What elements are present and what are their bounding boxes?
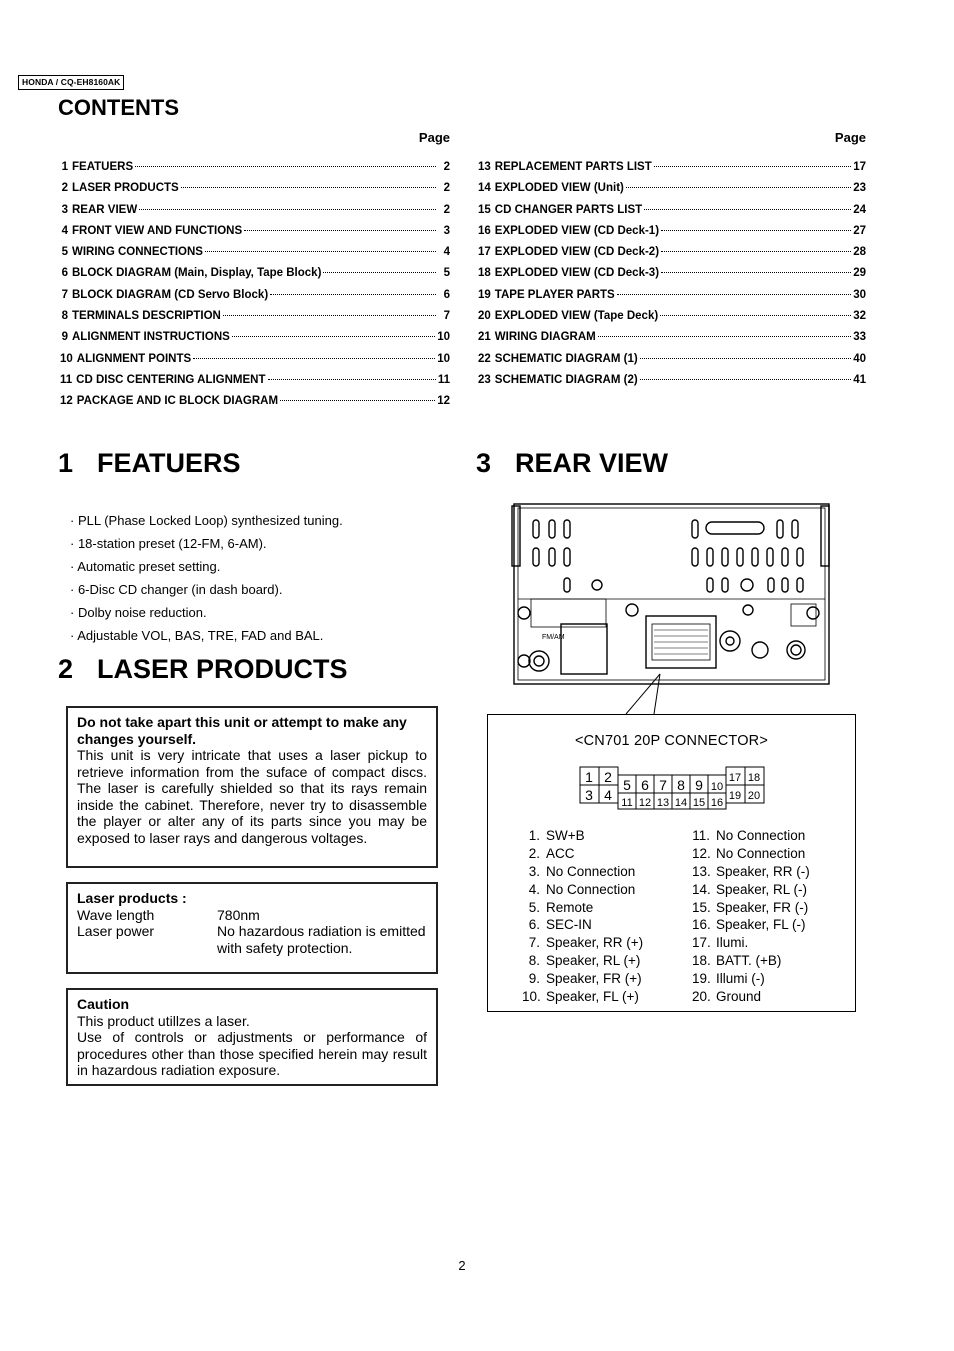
page-number: 2	[458, 1258, 466, 1273]
rear-panel-illustration	[476, 496, 856, 716]
section-title: FEATUERS	[97, 448, 241, 478]
list-item: · 6-Disc CD changer (in dash board).	[70, 578, 343, 601]
list-item: · 18-station preset (12-FM, 6-AM).	[70, 532, 343, 555]
pin-name: No Connection	[716, 845, 806, 861]
pin-item	[692, 988, 810, 1006]
toc-item-label: REAR VIEW	[72, 203, 138, 216]
toc-item-number: 4	[61, 224, 68, 237]
toc-item-number: 15	[478, 203, 491, 216]
toc-item-label: FRONT VIEW AND FUNCTIONS	[72, 224, 243, 237]
toc-item[interactable]	[60, 285, 450, 306]
pin-cell: 19	[728, 790, 742, 802]
pin-item	[522, 970, 643, 988]
pin-number: 12.	[692, 845, 711, 861]
pin-cell: 17	[728, 772, 742, 784]
model-tag: HONDA / CQ-EH8160AK	[18, 75, 124, 90]
toc-item-number: 11	[60, 373, 73, 386]
toc-item-number: 2	[61, 182, 68, 195]
connector-pinout-box	[487, 714, 856, 1012]
toc-leader-dots	[268, 378, 436, 380]
pin-number: 1.	[528, 828, 540, 843]
toc-item[interactable]	[60, 221, 450, 242]
pin-name: Speaker, RL (+)	[546, 953, 641, 969]
pin-cell: 1	[585, 769, 593, 785]
toc-item-label: EXPLODED VIEW (CD Deck-1)	[494, 224, 660, 237]
section-number: 3	[476, 448, 492, 478]
features-list	[70, 509, 343, 647]
pin-item	[522, 827, 643, 845]
laser-warning-box	[66, 706, 438, 868]
pin-number: 6.	[528, 917, 540, 933]
section-number: 2	[58, 654, 74, 684]
pin-cell: 11	[621, 797, 633, 809]
pin-item	[522, 916, 643, 934]
pin-item	[692, 863, 810, 881]
vent-slots-right	[692, 520, 803, 566]
pin-list-right	[692, 827, 810, 1006]
connector-title: <CN701 20P CONNECTOR>	[574, 733, 769, 749]
toc-item-page: 2	[443, 182, 450, 195]
pin-name: Speaker, FL (-)	[716, 917, 806, 933]
toc-left-column	[60, 130, 450, 413]
toc-item-label: TAPE PLAYER PARTS	[494, 288, 615, 301]
connector-grid	[488, 761, 857, 831]
toc-item-label: EXPLODED VIEW (CD Deck-2)	[494, 246, 660, 259]
toc-item-page: 30	[853, 288, 866, 301]
pin-name: SEC-IN	[546, 917, 592, 933]
toc-leader-dots	[644, 208, 851, 210]
pin-name: Speaker, RR (-)	[716, 863, 810, 879]
pin-cell: 2	[604, 769, 612, 785]
laser-power-label: Laser power	[77, 923, 155, 939]
toc-item[interactable]	[478, 349, 866, 370]
pin-number: 18.	[692, 953, 711, 969]
toc-item-number: 19	[478, 288, 491, 301]
pin-number: 14.	[692, 881, 711, 897]
toc-item-page: 32	[853, 310, 866, 323]
toc-item[interactable]	[60, 306, 450, 327]
toc-leader-dots	[640, 378, 852, 380]
pin-name: Illumi (-)	[716, 971, 765, 987]
toc-leader-dots	[205, 250, 436, 252]
toc-item[interactable]	[60, 370, 450, 391]
pin-cell: 5	[623, 777, 631, 793]
pin-number: 13.	[692, 863, 711, 879]
pin-number: 5.	[528, 899, 540, 915]
toc-item-page: 3	[443, 224, 450, 237]
pin-name: Speaker, RL (-)	[716, 881, 808, 897]
toc-item-page: 6	[443, 288, 450, 301]
toc-item[interactable]	[60, 178, 450, 199]
pin-name: No Connection	[546, 863, 636, 879]
caution-box	[66, 988, 438, 1086]
toc-item-page: 27	[853, 224, 866, 237]
toc-leader-dots	[661, 250, 851, 252]
toc-item-number: 8	[61, 310, 68, 323]
toc-item-number: 6	[61, 267, 68, 280]
toc-item[interactable]	[60, 327, 450, 348]
toc-leader-dots	[323, 271, 436, 273]
toc-item[interactable]	[60, 242, 450, 263]
toc-item[interactable]	[60, 391, 450, 412]
toc-item[interactable]	[478, 200, 866, 221]
pin-item	[692, 827, 810, 845]
toc-item-label: EXPLODED VIEW (CD Deck-3)	[494, 267, 660, 280]
toc-item-label: WIRING DIAGRAM	[494, 331, 596, 344]
port-label: FM/AM	[542, 634, 565, 641]
pin-cell: 14	[674, 797, 688, 809]
pin-number: 16.	[692, 917, 711, 933]
caution-heading: Caution	[77, 996, 130, 1012]
toc-item-label: SCHEMATIC DIAGRAM (1)	[494, 352, 638, 365]
toc-leader-dots	[181, 186, 436, 188]
toc-item-label: REPLACEMENT PARTS LIST	[494, 161, 652, 173]
toc-leader-dots	[598, 335, 851, 337]
pin-cell: 10	[710, 781, 724, 793]
toc-item-number: 9	[61, 331, 68, 344]
pin-number: 11.	[692, 828, 710, 843]
pin-number: 4.	[528, 881, 540, 897]
list-item: · Dolby noise reduction.	[70, 601, 343, 624]
pin-number: 10.	[522, 989, 541, 1005]
vent-slots-lower	[564, 578, 803, 592]
toc-item-number: 7	[61, 288, 68, 301]
toc-item-page: 24	[853, 203, 866, 216]
toc-item-label: SCHEMATIC DIAGRAM (2)	[494, 373, 638, 386]
pin-name: ACC	[546, 845, 575, 861]
contents-title: CONTENTS	[58, 95, 179, 120]
pin-item	[692, 970, 810, 988]
toc-item-page: 2	[443, 161, 450, 173]
pin-list-left	[522, 827, 643, 1006]
toc-item-number: 10	[60, 352, 73, 365]
toc-item-page: 4	[443, 246, 450, 259]
toc-item-number: 12	[60, 395, 73, 408]
toc-item-page: 29	[853, 267, 866, 280]
toc-item[interactable]	[478, 306, 866, 327]
pin-number: 19.	[692, 971, 711, 987]
toc-item[interactable]	[60, 349, 450, 370]
toc-leader-dots	[660, 314, 851, 316]
toc-item-label: ALIGNMENT INSTRUCTIONS	[72, 331, 230, 344]
pin-name: BATT. (+B)	[716, 953, 782, 969]
toc-item-page: 12	[437, 395, 450, 408]
pin-number: 7.	[528, 935, 540, 951]
toc-leader-dots	[223, 314, 436, 316]
toc-item[interactable]	[478, 285, 866, 306]
laser-heading	[58, 654, 348, 685]
toc-leader-dots	[661, 271, 851, 273]
pin-name: Remote	[546, 899, 594, 915]
wave-length-label: Wave length	[77, 906, 155, 923]
vent-slots-left	[533, 520, 570, 566]
pin-cell: 15	[692, 797, 706, 809]
pin-cell: 9	[695, 777, 703, 793]
toc-item-label: ALIGNMENT POINTS	[76, 352, 192, 365]
wave-length-value: 780nm	[217, 906, 260, 923]
pin-cell: 8	[677, 777, 685, 793]
toc-item-page: 23	[853, 182, 866, 195]
toc-leader-dots	[661, 229, 851, 231]
section-number: 1	[58, 448, 74, 478]
pin-name: Speaker, FR (+)	[546, 971, 642, 987]
toc-item-label: TERMINALS DESCRIPTION	[72, 310, 221, 323]
toc-item-label: EXPLODED VIEW (Tape Deck)	[494, 310, 659, 323]
laser-products-heading: Laser products :	[77, 890, 187, 906]
pin-item	[522, 863, 643, 881]
toc-item[interactable]	[478, 327, 866, 348]
toc-item[interactable]	[478, 370, 866, 391]
toc-item[interactable]	[478, 178, 866, 199]
toc-item-page: 28	[853, 246, 866, 259]
toc-right-column	[478, 130, 866, 391]
pin-item	[692, 952, 810, 970]
pin-number: 20.	[692, 989, 711, 1005]
pin-item	[522, 899, 643, 917]
toc-item[interactable]	[478, 263, 866, 284]
toc-item-page: 11	[437, 373, 450, 386]
toc-page-header: Page	[418, 130, 450, 145]
toc-leader-dots	[232, 335, 435, 337]
pin-name: Speaker, RR (+)	[546, 935, 644, 951]
bracket-left	[512, 506, 520, 566]
section-title: LASER PRODUCTS	[97, 654, 348, 684]
toc-item-page: 5	[443, 267, 450, 280]
rear-view-heading	[476, 448, 668, 479]
section-title: REAR VIEW	[515, 448, 669, 478]
toc-item-number: 1	[61, 161, 68, 173]
pin-name: No Connection	[716, 828, 806, 843]
pin-item	[522, 934, 643, 952]
pin-number: 2.	[528, 845, 540, 861]
toc-item-label: LASER PRODUCTS	[72, 182, 179, 195]
pin-name: Speaker, FL (+)	[546, 989, 639, 1005]
pin-cell: 4	[604, 787, 612, 803]
toc-item-label: BLOCK DIAGRAM (Main, Display, Tape Block)	[72, 267, 322, 280]
toc-item-page: 33	[853, 331, 866, 344]
features-heading	[58, 448, 241, 479]
pin-name: Ground	[716, 989, 762, 1005]
warning-heading: Do not take apart this unit or attempt to make any changes yourself.	[77, 714, 407, 747]
pin-cell: 7	[659, 777, 667, 793]
toc-item-page: 41	[853, 373, 866, 386]
pin-item	[522, 881, 643, 899]
pin-cell: 6	[641, 777, 649, 793]
pin-item	[692, 916, 810, 934]
toc-item-label: BLOCK DIAGRAM (CD Servo Block)	[72, 288, 269, 301]
laser-power-value: No hazardous radiation is emitted with safety protection.	[217, 923, 426, 956]
toc-item-page: 2	[443, 203, 450, 216]
toc-leader-dots	[135, 165, 436, 167]
pin-number: 15.	[692, 899, 711, 915]
list-item: · Adjustable VOL, BAS, TRE, FAD and BAL.	[70, 624, 343, 647]
toc-item-page: 40	[853, 352, 866, 365]
pin-cell: 20	[747, 790, 761, 802]
toc-item-label: PACKAGE AND IC BLOCK DIAGRAM	[76, 395, 279, 408]
toc-leader-dots	[626, 186, 851, 188]
toc-leader-dots	[244, 229, 436, 231]
pin-cell: 3	[585, 787, 593, 803]
toc-item[interactable]	[478, 242, 866, 263]
toc-item-number: 23	[478, 373, 491, 386]
toc-item-page: 10	[437, 352, 450, 365]
antenna-block	[561, 624, 607, 674]
toc-item[interactable]	[60, 263, 450, 284]
pin-item	[692, 899, 810, 917]
pin-item	[692, 845, 810, 863]
pin-name: SW+B	[546, 828, 585, 843]
toc-item-number: 3	[61, 203, 68, 216]
pin-item	[692, 934, 810, 952]
toc-item-label: EXPLODED VIEW (Unit)	[494, 182, 624, 195]
caution-line: This product utillzes a laser.	[77, 1012, 250, 1029]
laser-products-box	[66, 882, 438, 974]
pin-item	[692, 881, 810, 899]
antenna-jack	[529, 651, 549, 671]
pin-item	[522, 952, 643, 970]
toc-item-page: 10	[437, 331, 450, 344]
toc-leader-dots	[139, 208, 436, 210]
toc-leader-dots	[270, 293, 436, 295]
toc-item[interactable]	[478, 221, 866, 242]
toc-item[interactable]	[478, 157, 866, 178]
toc-leader-dots	[654, 165, 851, 167]
pin-cell: 12	[638, 797, 652, 809]
toc-leader-dots	[640, 357, 852, 359]
toc-item-number: 18	[478, 267, 491, 280]
pin-name: Speaker, FR (-)	[716, 899, 809, 915]
toc-item-number: 22	[478, 352, 491, 365]
pin-name: Ilumi.	[716, 935, 749, 951]
toc-leader-dots	[617, 293, 851, 295]
toc-item-page: 7	[443, 310, 450, 323]
pin-cell: 18	[747, 772, 761, 784]
toc-item-number: 13	[478, 161, 491, 173]
pin-number: 3.	[528, 863, 540, 879]
toc-item-number: 16	[478, 224, 491, 237]
pin-number: 17.	[692, 935, 711, 951]
toc-item[interactable]	[60, 157, 450, 178]
toc-page-header: Page	[834, 130, 866, 145]
pin-name: No Connection	[546, 881, 636, 897]
pin-cell: 13	[656, 797, 670, 809]
caution-body: Use of controls or adjustments or performance of procedures other than those specified herein may result in hazardous radiation exposure.	[77, 1029, 427, 1078]
toc-item[interactable]	[60, 200, 450, 221]
toc-item-number: 14	[478, 182, 491, 195]
toc-item-number: 5	[61, 246, 68, 259]
toc-leader-dots	[280, 399, 435, 401]
list-item: · Automatic preset setting.	[70, 555, 343, 578]
pin-number: 9.	[528, 971, 540, 987]
toc-item-label: FEATUERS	[72, 161, 134, 173]
toc-leader-dots	[193, 357, 435, 359]
toc-item-label: CD CHANGER PARTS LIST	[494, 203, 643, 216]
toc-item-page: 17	[853, 161, 866, 173]
pin-item	[522, 845, 643, 863]
warning-body: This unit is very intricate that uses a laser pickup to retrieve information from the suface of compact discs. The laser is carefully shielded so that its rays remain inside the cabinet. Therefore, never try to disassemble the player or alter any of its parts since you may be exposed to laser rays and dangerous voltages.	[77, 747, 427, 846]
pin-cell: 16	[710, 797, 724, 809]
toc-item-number: 17	[478, 246, 491, 259]
toc-item-label: WIRING CONNECTIONS	[72, 246, 203, 259]
toc-item-label: CD DISC CENTERING ALIGNMENT	[76, 373, 266, 386]
pin-item	[522, 988, 643, 1006]
pin-number: 8.	[528, 953, 540, 969]
list-item: · PLL (Phase Locked Loop) synthesized tuning.	[70, 509, 343, 532]
toc-item-number: 21	[478, 331, 491, 344]
toc-item-number: 20	[478, 310, 491, 323]
